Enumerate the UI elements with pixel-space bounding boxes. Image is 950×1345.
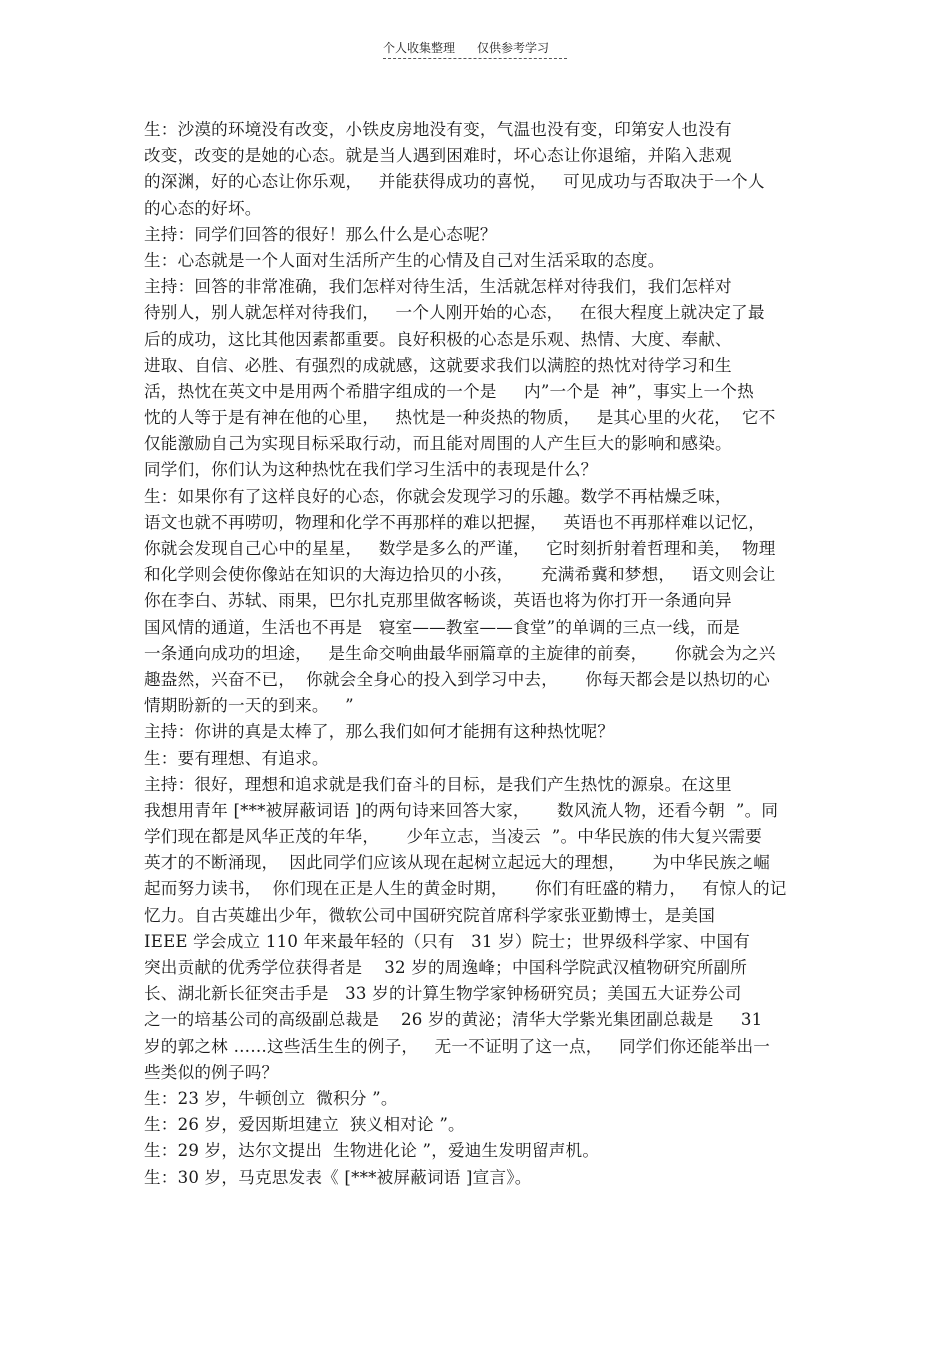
text-line: 生：29 岁，达尔文提出 生物进化论 ”，爱迪生发明留声机。 [144,1141,600,1161]
text-line: 待别人，别人就怎样对待我们， 一个人刚开始的心态， 在很大程度上就决定了最 [144,303,765,323]
text-line: 主持：你讲的真是太棒了，那么我们如何才能拥有这种热忱呢？ [144,722,615,742]
text-line: 主持：回答的非常准确，我们怎样对待生活，生活就怎样对待我们，我们怎样对 [144,277,732,297]
text-line: 改变，改变的是她的心态。就是当人遇到困难时，坏心态让你退缩，并陷入悲观 [144,146,732,166]
text-line: 之一的培基公司的高级副总裁是 26 岁的黄泌；清华大学紫光集团副总裁是 31 [144,1010,763,1030]
text-line: 情期盼新的一天的到来。 ” [144,696,354,716]
text-line: 生：23 岁，牛顿创立 微积分 ”。 [144,1088,398,1108]
text-line: 语文也就不再唠叨，物理和化学不再那样的难以把握， 英语也不再那样难以记忆， [144,512,765,532]
text-line: 的心态的好坏。 [144,198,262,218]
text-line: 英才的不断涌现， 因此同学们应该从现在起树立起远大的理想， 为中华民族之崛 [144,853,771,873]
text-line: 突出贡献的优秀学位获得者是 32 岁的周逸峰；中国科学院武汉植物研究所副所 [144,958,748,977]
text-line: 些类似的例子吗？ [144,1062,279,1082]
text-line: 进取、自信、必胜、有强烈的成就感，这就要求我们以满腔的热忱对待学习和生 [144,355,732,375]
text-line: 忆力。自古英雄出少年，微软公司中国研究院首席科学家张亚勤博士，是美国 [144,905,715,925]
header-right-text: 仅供参考学习 [477,41,550,55]
text-line: 国风情的通道，生活也不再是 寝室——教室——食堂”的单调的三点一线，而是 [144,617,741,637]
header-left-text: 个人收集整理 [383,41,456,55]
text-line: 生：要有理想、有追求。 [144,748,329,768]
text-line: 生：30 岁，马克思发表《 [***被屏蔽词语 ]宣言》。 [144,1167,532,1187]
document-body [144,117,814,1191]
text-line: 忱的人等于是有神在他的心里， 热忱是一种炎热的物质， 是其心里的火花， 它不 [144,408,776,428]
text-line: 你在李白、苏轼、雨果，巴尔扎克那里做客畅谈，英语也将为你打开一条通向异 [144,591,732,611]
text-line: 的深渊，好的心态让你乐观， 并能获得成功的喜悦， 可见成功与否取决于一个人 [144,172,765,192]
text-line: 生：心态就是一个人面对生活所产生的心情及自己对生活采取的态度。 [144,250,665,270]
page-header [383,38,567,59]
text-line: 主持：同学们回答的很好！那么什么是心态呢？ [144,224,497,244]
text-line: 和化学则会使你像站在知识的大海边拾贝的小孩， 充满希冀和梦想， 语文则会让 [144,565,776,585]
text-line: 同学们，你们认为这种热忱在我们学习生活中的表现是什么？ [144,460,598,480]
text-line: 活，热忱在英文中是用两个希腊字组成的一个是 内”一个是 神”，事实上一个热 [144,381,754,401]
text-line: 生：26 岁，爱因斯坦建立 狭义相对论 ”。 [144,1115,465,1135]
text-line: 仅能激励自己为实现目标采取行动，而且能对周围的人产生巨大的影响和感染。 [144,434,732,454]
text-line: 学们现在都是风华正茂的年华， 少年立志，当凌云 ”。中华民族的伟大复兴需要 [144,827,762,847]
text-line: 你就会发现自己心中的星星， 数学是多么的严谨， 它时刻折射着哲理和美， 物理 [144,539,776,558]
text-line: 长、湖北新长征突击手是 33 岁的计算生物学家钟杨研究员；美国五大证券公司 [144,984,742,1004]
text-line: 主持：很好，理想和追求就是我们奋斗的目标，是我们产生热忱的源泉。在这里 [144,774,732,794]
text-line: 一条通向成功的坦途， 是生命交响曲最华丽篇章的主旋律的前奏， 你就会为之兴 [144,643,776,663]
text-line: 后的成功，这比其他因素都重要。良好积极的心态是乐观、热情、大度、奉献、 [144,329,732,349]
text-line: 生：沙漠的环境没有改变，小铁皮房地没有变，气温也没有变，印第安人也没有 [144,120,732,139]
text-line: 趣盎然，兴奋不已， 你就会全身心的投入到学习中去， 你每天都会是以热切的心 [144,669,771,689]
text-line: IEEE 学会成立 110 年来最年轻的（只有 31 岁）院士；世界级科学家、中国有 [144,931,751,951]
text-line: 我想用青年 [***被屏蔽词语 ]的两句诗来回答大家， 数风流人物，还看今朝 ”。同 [144,800,779,820]
text-line: 生：如果你有了这样良好的心态，你就会发现学习的乐趣。数学不再枯燥乏味， [144,486,732,506]
text-line: 岁的郭之林 ……这些活生生的例子， 无一不证明了这一点， 同学们你还能举出一 [144,1036,771,1056]
text-line: 起而努力读书， 你们现在正是人生的黄金时期， 你们有旺盛的精力， 有惊人的记 [144,879,787,899]
